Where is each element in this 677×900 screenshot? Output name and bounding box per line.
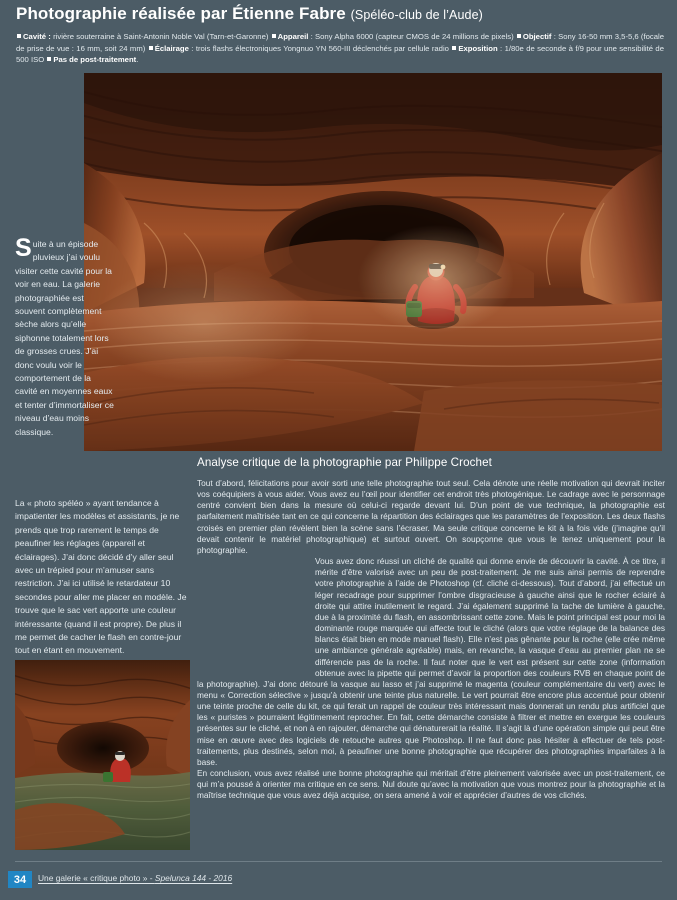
analysis-paragraph-3: En conclusion, vous avez réalisé une bonne photographie qui méritait d’être pleinement valorisée avec un post-traitement, ce qui m’a poussé à orienter ma critique en ce sens. Nul doute qu’avec la motivation que vous montrez pour la photographie et la maîtrise technique que vous avez déjà acquise, on sera amené à voir et apprécier d’autres de vos clichés. <box>197 768 665 801</box>
bullet-square-icon <box>272 34 276 38</box>
spec-label-objectif: Objectif <box>522 32 552 42</box>
footer-caption <box>38 873 232 883</box>
spec-label-eclairage: Éclairage <box>154 43 189 53</box>
cave-photograph-retouched <box>15 660 190 850</box>
spec-value-eclairage: : trois flashs électroniques Yongnuo YN 560-III déclenchés par cellule radio <box>188 43 452 53</box>
spec-label-appareil: Appareil <box>277 32 309 42</box>
spec-label-post-traitement: Pas de post-traitement <box>53 55 137 65</box>
footer-divider <box>15 861 662 862</box>
analysis-paragraph-2-text: Vous avez donc réussi un cliché de qualité qui donne envie de découvrir la cavité. À ce titre, il mérite d’être valorisé avec un peu de post-traitement. Je me suis ainsi permis de reprendre votre photographie à l’aide de Photoshop (cf. cliché ci-dessous). Tout d’abord, j’ai effectué un léger recadrage pour supprimer l’ombre disgracieuse à gauche ainsi que le rocher éclairé à droite qui attire inutilement le regard. J’ai également supprimé la tache de lumière à gauche, due à la proximité du flash, en assombrissant cette zone. Mais le point principal est pour moi la dominante rouge marquée qui affecte tout le cliché (alors que votre réglage de la balance des blancs était bien en mode manuel flash). Elle n’est pas gênante pour la roche (elle crée même une ambiance générale agréable) mais, en revanche, la vasque d’eau au premier plan ne se différencie pas de la roche. Il faut noter que le vert est présent sur cette zone (information obtenue avec la pipette qui permet d’avoir la proportion des couleurs RVB en chaque point de la photographie). J’ai donc détouré la vasque au lasso et j’ai supprimé le magenta (couleur complémentaire du vert) avec le menu « Correction sélective » jusqu’à obtenir une teinte plus naturelle. Le vert pourrait être encore plus accentué pour obtenir une teinte proche de celle du kit, ce qui ferait un rappel de couleur très intéressant mais donnerait un rendu plus artificiel que les « puristes » pourraient légitimement reprocher. En fait, cette démarche consiste à filtrer et mettre en exergue les couleurs présentes sur le cliché, et non à en rajouter, démarche qui dénaturerait la réalité. Il s’agit là d’une opération simple qui peut être mise en œuvre avec des logiciels de retouche autres que Photoshop. Il ne faut donc pas hésiter à effectuer de tels post-traitements, plus destinés, selon moi, à peaufiner une bonne photographie que récupérer des photographies imparfaites à la base. <box>197 556 665 767</box>
page-number-badge: 34 <box>8 871 32 888</box>
bullet-square-icon <box>47 57 51 61</box>
left-paragraph-2: La « photo spéléo » ayant tendance à impatienter les modèles et assistants, je ne prends que trop rarement le temps de peaufiner les réglages (appareil et éclairages). J’ai donc décidé d’y aller seul avec un trépied pour m’amuser sans restriction. J’ai ici utilisé le retardateur 10 secondes pour aller me placer en modèle. Je trouve que le sac vert apporte une couleur intéressante (quand il est propre). De plus il me permet de cacher le flash en contre-jour tout en étant en mouvement. <box>15 498 187 656</box>
spec-label-exposition: Exposition <box>458 43 498 53</box>
bullet-square-icon <box>17 34 21 38</box>
spec-value-post-traitement: . <box>136 55 139 65</box>
photo-specifications <box>16 31 664 66</box>
spec-label-cavite: Cavité : <box>23 32 51 42</box>
left-column-narrow <box>15 234 115 439</box>
left-paragraph-1 <box>15 234 115 439</box>
analysis-heading: Analyse critique de la photographie par Philippe Crochet <box>197 456 492 469</box>
spec-value-cavite: rivière souterraine à Saint-Antonin Noble Val (Tarn-et-Garonne) <box>50 32 271 42</box>
cave-photo-illustration <box>84 73 662 451</box>
page-header <box>16 3 666 66</box>
spec-value-objectif: : Sony 16-50 mm 3,5-5,6 (focale de prise de vue : 16 mm, soit 24 mm) <box>16 32 664 53</box>
footer-caption-issue: Spelunca 144 - 2016 <box>154 873 233 883</box>
left-column-wide <box>15 497 191 658</box>
page-title-main: Photographie réalisée par Étienne Fabre <box>16 4 346 23</box>
cave-photograph-original <box>84 73 662 451</box>
photo-wrap-spacer <box>197 556 315 676</box>
bullet-square-icon <box>517 34 521 38</box>
analysis-paragraph-2 <box>197 556 665 768</box>
page-title-sub: (Spéléo-club de l’Aude) <box>350 8 483 22</box>
bullet-square-icon <box>149 46 153 50</box>
analysis-paragraph-1: Tout d’abord, félicitations pour avoir sorti une telle photographie tout seul. Cela dénote une réelle motivation qui devrait inciter vos coéquipiers à vous aider. Vous avez eu l’œil pour identifier cet endroit très photogénique. Le cadrage avec le personnage centré convient bien dans la mesure où celui-ci regarde devant lui. D’un point de vue technique, la photographie est parfaitement maîtrisée tant en ce qui concerne la répartition des éclairages que les paramètres de l’exposition. Les deux flashs croisés en premier plan révèlent bien la scène sans l’écraser. Ma seule critique concerne le kit à la fois vide (j’imagine qu’il devait contenir le matériel photographique) et surtout ouvert. On soupçonne que vous le tenez uniquement pour la photographie. <box>197 478 665 555</box>
drop-cap: S <box>15 234 32 262</box>
spec-value-exposition: : 1/80e de seconde à f/9 pour une sensibilité de 500 ISO <box>16 43 664 65</box>
analysis-body <box>197 478 665 802</box>
left-paragraph-1-text: uite à un épisode pluvieux j’ai voulu visiter cette cavité pour la voir en eau. La galerie photographiée est souvent complètement sèche alors qu’elle siphonne totalement lors de grosses crues. J’ai donc voulu voir le comportement de la cavité en moyennes eaux et tenter d’immortaliser ce niveau d’eau moins classique. <box>15 239 114 437</box>
cave-photo-retouched-illustration <box>15 660 190 850</box>
footer-caption-prefix: Une galerie « critique photo » - <box>38 873 155 883</box>
page-title <box>16 3 666 24</box>
bullet-square-icon <box>452 46 456 50</box>
spec-value-appareil: : Sony Alpha 6000 (capteur CMOS de 24 millions de pixels) <box>308 32 516 42</box>
